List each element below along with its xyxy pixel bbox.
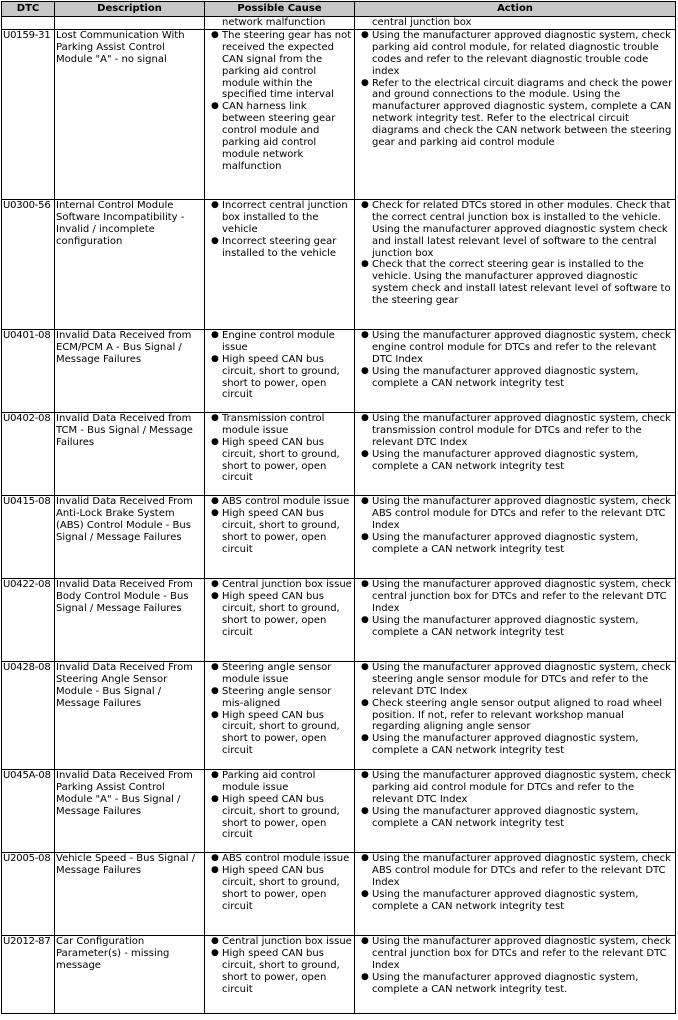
- possible-cause-list: [206, 496, 353, 556]
- continuation-cause-text: network malfunction: [222, 17, 326, 28]
- possible-cause-item: ● Incorrect central junction box installed to the vehicle: [222, 200, 353, 236]
- dtc-code: U0300-56: [2, 199, 55, 329]
- table-row: [2, 412, 676, 495]
- action-cell: [355, 935, 676, 1013]
- action-list: [356, 853, 674, 913]
- possible-cause-item: ● ABS control module issue: [222, 496, 353, 508]
- table-row: [2, 661, 676, 769]
- possible-cause-list: [206, 413, 353, 484]
- possible-cause-item: ● High speed CAN bus circuit, short to ground, short to power, open circuit: [222, 948, 353, 996]
- continuation-description: [55, 17, 205, 30]
- possible-cause-item: ● Central junction box issue: [222, 936, 353, 948]
- dtc-code: U0422-08: [2, 578, 55, 661]
- table-row: [2, 935, 676, 1013]
- header-description: Description: [55, 2, 205, 17]
- dtc-description: Internal Control Module Software Incompatibility - Invalid / incomplete configuration: [55, 199, 205, 329]
- table-row: [2, 769, 676, 852]
- continuation-row: [2, 17, 676, 30]
- possible-cause-cell: [205, 661, 355, 769]
- dtc-description: Lost Communication With Parking Assist Control Module "A" - no signal: [55, 29, 205, 199]
- dtc-code: U0428-08: [2, 661, 55, 769]
- continuation-cause: [205, 17, 355, 30]
- table-row: [2, 199, 676, 329]
- action-list: [356, 30, 674, 149]
- possible-cause-cell: [205, 578, 355, 661]
- possible-cause-item: ● High speed CAN bus circuit, short to ground, short to power, open circuit: [222, 710, 353, 758]
- possible-cause-item: ● High speed CAN bus circuit, short to ground, short to power, open circuit: [222, 354, 353, 402]
- action-item: ● Using the manufacturer approved diagnostic system, check parking aid control module for DTCs and refer to the relevant DTC Index: [372, 770, 674, 806]
- action-item: ● Using the manufacturer approved diagnostic system, check engine control module for DTCs and refer to the relevant DTC Index: [372, 330, 674, 366]
- dtc-description: Invalid Data Received from TCM - Bus Signal / Message Failures: [55, 412, 205, 495]
- action-cell: [355, 199, 676, 329]
- continuation-dtc: [2, 17, 55, 30]
- possible-cause-list: [206, 200, 353, 260]
- action-item: ● Using the manufacturer approved diagnostic system, check ABS control module for DTCs and refer to the relevant DTC Index: [372, 496, 674, 532]
- action-item: ● Refer to the electrical circuit diagrams and check the power and ground connections to the module. Using the manufacturer approved diagnostic system, complete a CAN network integrity test. Refer to the electrical circuit diagrams and check the CAN network between the steering gear and parking aid control module: [372, 78, 674, 149]
- possible-cause-cell: [205, 29, 355, 199]
- action-list: [356, 662, 674, 757]
- possible-cause-item: ● High speed CAN bus circuit, short to ground, short to power, open circuit: [222, 591, 353, 639]
- possible-cause-item: ● High speed CAN bus circuit, short to ground, short to power, open circuit: [222, 794, 353, 842]
- dtc-code: U2012-87: [2, 935, 55, 1013]
- possible-cause-item: ● Transmission control module issue: [222, 413, 353, 437]
- action-item: ● Using the manufacturer approved diagnostic system, complete a CAN network integrity test: [372, 532, 674, 556]
- possible-cause-list: [206, 662, 353, 757]
- dtc-description: Vehicle Speed - Bus Signal / Message Failures: [55, 852, 205, 935]
- action-item: ● Using the manufacturer approved diagnostic system, complete a CAN network integrity test: [372, 449, 674, 473]
- action-list: [356, 770, 674, 830]
- possible-cause-item: ● ABS control module issue: [222, 853, 353, 865]
- dtc-description: Invalid Data Received From Parking Assist Control Module "A" - Bus Signal / Message Failures: [55, 769, 205, 852]
- action-item: ● Using the manufacturer approved diagnostic system, check ABS control module for DTCs and refer to the relevant DTC Index: [372, 853, 674, 889]
- header-possible-cause: Possible Cause: [205, 2, 355, 17]
- table-header: [2, 2, 676, 17]
- action-item: ● Using the manufacturer approved diagnostic system, check parking aid control module, for related diagnostic trouble codes and refer to the relevant diagnostic trouble code index: [372, 30, 674, 78]
- table-row: [2, 29, 676, 199]
- possible-cause-item: ● High speed CAN bus circuit, short to ground, short to power, open circuit: [222, 508, 353, 556]
- possible-cause-list: [206, 770, 353, 841]
- possible-cause-cell: [205, 769, 355, 852]
- dtc-code: U045A-08: [2, 769, 55, 852]
- action-cell: [355, 769, 676, 852]
- possible-cause-item: ● The steering gear has not received the expected CAN signal from the parking aid control module within the specified time interval: [222, 30, 353, 101]
- action-item: ● Using the manufacturer approved diagnostic system, complete a CAN network integrity test: [372, 806, 674, 830]
- table-body: [2, 17, 676, 1014]
- dtc-description: Invalid Data Received from ECM/PCM A - Bus Signal / Message Failures: [55, 329, 205, 412]
- possible-cause-cell: [205, 412, 355, 495]
- action-item: ● Using the manufacturer approved diagnostic system, check central junction box for DTCs and refer to the relevant DTC Index: [372, 579, 674, 615]
- action-item: ● Using the manufacturer approved diagnostic system, check central junction box for DTCs and refer to the relevant DTC Index: [372, 936, 674, 972]
- dtc-code: U0401-08: [2, 329, 55, 412]
- table-row: [2, 578, 676, 661]
- possible-cause-item: ● Steering angle sensor module issue: [222, 662, 353, 686]
- dtc-code: U2005-08: [2, 852, 55, 935]
- action-cell: [355, 661, 676, 769]
- action-list: [356, 413, 674, 473]
- action-list: [356, 496, 674, 556]
- table-row: [2, 852, 676, 935]
- possible-cause-list: [206, 330, 353, 401]
- action-cell: [355, 852, 676, 935]
- possible-cause-cell: [205, 935, 355, 1013]
- action-item: ● Using the manufacturer approved diagnostic system, complete a CAN network integrity test: [372, 889, 674, 913]
- action-item: ● Using the manufacturer approved diagnostic system, complete a CAN network integrity test: [372, 366, 674, 390]
- action-list: [356, 579, 674, 639]
- dtc-code: U0402-08: [2, 412, 55, 495]
- possible-cause-item: ● High speed CAN bus circuit, short to ground, short to power, open circuit: [222, 437, 353, 485]
- action-item: ● Using the manufacturer approved diagnostic system, complete a CAN network integrity test.: [372, 972, 674, 996]
- action-item: ● Using the manufacturer approved diagnostic system, complete a CAN network integrity test: [372, 733, 674, 757]
- action-item: ● Using the manufacturer approved diagnostic system, check steering angle sensor module for DTCs and refer to the relevant DTC Index: [372, 662, 674, 698]
- possible-cause-list: [206, 853, 353, 913]
- possible-cause-item: ● Parking aid control module issue: [222, 770, 353, 794]
- action-item: ● Check steering angle sensor output aligned to road wheel position. If not, refer to relevant workshop manual regarding aligning angle sensor: [372, 698, 674, 734]
- continuation-action-text: central junction box: [372, 17, 472, 28]
- action-cell: [355, 29, 676, 199]
- dtc-description: Invalid Data Received From Steering Angle Sensor Module - Bus Signal / Message Failures: [55, 661, 205, 769]
- possible-cause-item: ● Central junction box issue: [222, 579, 353, 591]
- possible-cause-cell: [205, 852, 355, 935]
- action-list: [356, 330, 674, 390]
- possible-cause-item: ● High speed CAN bus circuit, short to ground, short to power, open circuit: [222, 865, 353, 913]
- action-cell: [355, 578, 676, 661]
- possible-cause-cell: [205, 495, 355, 578]
- possible-cause-item: ● Engine control module issue: [222, 330, 353, 354]
- possible-cause-item: ● CAN harness link between steering gear control module and parking aid control module network malfunction: [222, 101, 353, 172]
- possible-cause-item: ● Incorrect steering gear installed to the vehicle: [222, 236, 353, 260]
- table-row: [2, 495, 676, 578]
- header-dtc: DTC: [2, 2, 55, 17]
- action-cell: [355, 329, 676, 412]
- dtc-code: U0159-31: [2, 29, 55, 199]
- possible-cause-cell: [205, 199, 355, 329]
- dtc-code: U0415-08: [2, 495, 55, 578]
- header-action: Action: [355, 2, 676, 17]
- table-row: [2, 329, 676, 412]
- possible-cause-item: ● Steering angle sensor mis-aligned: [222, 686, 353, 710]
- action-item: ● Check that the correct steering gear is installed to the vehicle. Using the manufacturer approved diagnostic system check and install latest relevant level of software to the steering gear: [372, 259, 674, 307]
- possible-cause-list: [206, 579, 353, 639]
- action-list: [356, 200, 674, 307]
- action-item: ● Using the manufacturer approved diagnostic system, complete a CAN network integrity test: [372, 615, 674, 639]
- possible-cause-list: [206, 30, 353, 173]
- action-list: [356, 936, 674, 996]
- possible-cause-cell: [205, 329, 355, 412]
- dtc-description: Car Configuration Parameter(s) - missing message: [55, 935, 205, 1013]
- action-cell: [355, 412, 676, 495]
- action-cell: [355, 495, 676, 578]
- dtc-description: Invalid Data Received From Body Control Module - Bus Signal / Message Failures: [55, 578, 205, 661]
- action-item: ● Using the manufacturer approved diagnostic system, check transmission control module for DTCs and refer to the relevant DTC Index: [372, 413, 674, 449]
- possible-cause-list: [206, 936, 353, 996]
- dtc-description: Invalid Data Received From Anti-Lock Brake System (ABS) Control Module - Bus Signal / Message Failures: [55, 495, 205, 578]
- dtc-table: [1, 1, 676, 1014]
- action-item: ● Check for related DTCs stored in other modules. Check that the correct central junction box is installed to the vehicle. Using the manufacturer approved diagnostic system check and install latest relevant level of software to the central junction box: [372, 200, 674, 260]
- continuation-action: [355, 17, 676, 30]
